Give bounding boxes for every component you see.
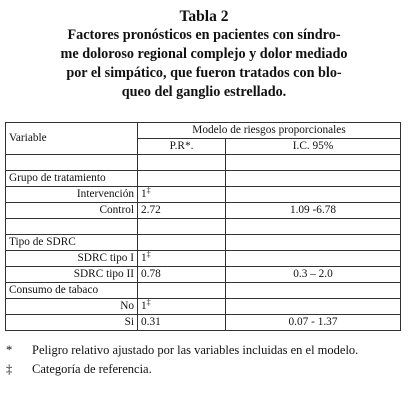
row-ic	[226, 299, 401, 315]
row-pr: 1	[141, 300, 147, 312]
caption-line: por el simpático, que fueron tratados con blo-	[66, 65, 342, 81]
row-pr: 0.78	[141, 268, 161, 280]
row-name: SDRC tipo II	[6, 267, 138, 283]
row-pr: 1	[141, 252, 147, 264]
footnotes	[6, 342, 402, 380]
row-pr: 2.72	[141, 204, 161, 216]
table-title: Tabla 2	[179, 8, 229, 25]
spacer-row	[6, 219, 401, 235]
row-name: Intervención	[6, 187, 138, 203]
footnote-mark: *	[6, 343, 13, 357]
table-row	[6, 299, 401, 315]
reference-mark: ‡	[146, 186, 151, 195]
table-row	[6, 203, 401, 219]
section-label: Grupo de tratamiento	[6, 171, 138, 187]
table-caption	[4, 26, 404, 102]
row-name: No	[6, 299, 138, 315]
section-label: Consumo de tabaco	[6, 283, 138, 299]
row-ic: 0.3 – 2.0	[226, 267, 401, 283]
header-ic: I.C. 95%	[226, 139, 401, 155]
section-row	[6, 235, 401, 251]
row-ic	[226, 187, 401, 203]
reference-mark: ‡	[146, 298, 151, 307]
footnote-text: Peligro relativo ajustado por las variables incluidas en el modelo.	[32, 343, 359, 357]
row-pr: 0.31	[141, 316, 161, 328]
row-ic: 0.07 - 1.37	[226, 315, 401, 331]
caption-line: me doloroso regional complejo y dolor mediado	[60, 46, 348, 62]
prognostic-factors-table	[5, 122, 401, 331]
caption-line: queo del ganglio estrellado.	[121, 84, 287, 100]
footnote-mark: ‡	[6, 362, 13, 376]
table-row	[6, 251, 401, 267]
row-name: Si	[6, 315, 138, 331]
row-ic	[226, 251, 401, 267]
header-row	[6, 123, 401, 139]
header-pr: P.R*.	[138, 139, 226, 155]
row-name: Control	[6, 203, 138, 219]
spacer-row	[6, 155, 401, 171]
row-pr: 1	[141, 188, 147, 200]
caption-line: Factores pronósticos en pacientes con síndro-	[67, 27, 341, 43]
table-row	[6, 315, 401, 331]
header-group: Modelo de riesgos proporcionales	[138, 123, 401, 139]
reference-mark: ‡	[146, 250, 151, 259]
section-row	[6, 283, 401, 299]
footnote	[6, 342, 402, 358]
table-row	[6, 187, 401, 203]
header-variable: Variable	[6, 123, 138, 155]
row-ic: 1.09 -6.78	[226, 203, 401, 219]
footnote-text: Categoría de referencia.	[32, 362, 152, 376]
section-row	[6, 171, 401, 187]
footnote	[6, 361, 402, 377]
section-label: Tipo de SDRC	[6, 235, 138, 251]
row-name: SDRC tipo I	[6, 251, 138, 267]
table-row	[6, 267, 401, 283]
